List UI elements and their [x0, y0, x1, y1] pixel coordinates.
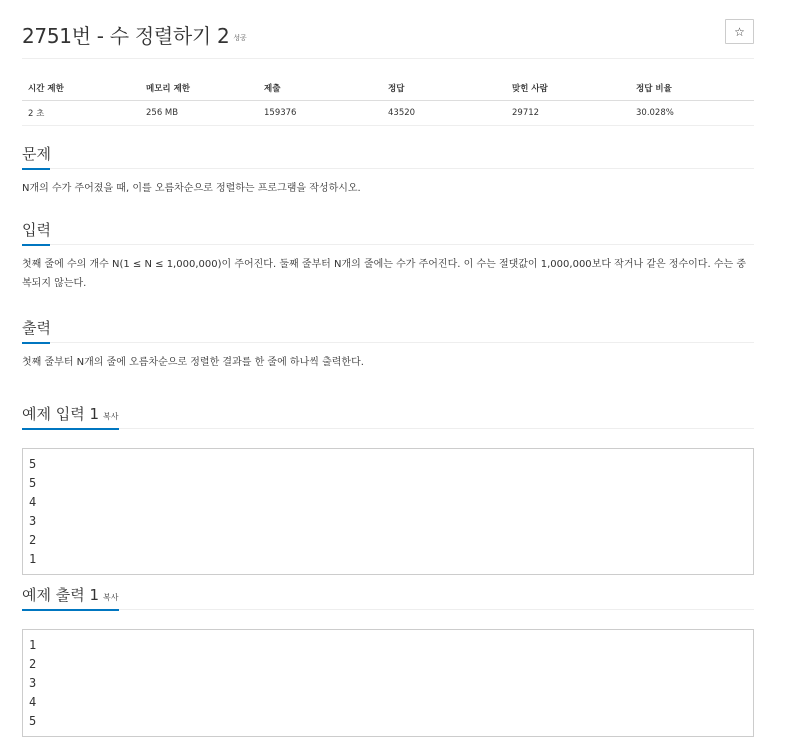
section-underline [22, 609, 119, 611]
section-header [22, 403, 754, 429]
section-title: 문제 [22, 145, 51, 163]
sample-line: 4 [29, 695, 37, 709]
header-submissions: 제출 [258, 76, 382, 100]
output-section [22, 317, 754, 372]
header-memory-limit: 메모리 제한 [140, 76, 258, 100]
sample-output-title: 예제 출력 1 [22, 586, 100, 604]
section-title: 입력 [22, 221, 51, 239]
header-accepted: 정답 [382, 76, 506, 100]
star-icon: ☆ [734, 24, 745, 39]
sample-line: 1 [29, 638, 37, 652]
sample-line: 5 [29, 476, 37, 490]
section-title [22, 403, 119, 424]
memory-limit-value: 256 MB [140, 100, 258, 125]
section-title [22, 584, 119, 605]
sample-line: 3 [29, 676, 37, 690]
section-underline [22, 428, 119, 430]
problem-info-table [22, 76, 754, 126]
sample-line: 2 [29, 657, 37, 671]
sample-line: 3 [29, 514, 37, 528]
sample-output-box[interactable] [22, 629, 754, 737]
sample-line: 5 [29, 457, 37, 471]
solved-users-value: 29712 [506, 100, 630, 125]
copy-button[interactable]: 복사 [103, 412, 119, 421]
page-title [22, 20, 246, 49]
section-header [22, 584, 754, 610]
accept-ratio-value: 30.028% [630, 100, 754, 125]
output-text: 첫째 줄부터 N개의 줄에 오름차순으로 정렬한 결과를 한 줄에 하나씩 출력한다. [22, 357, 364, 368]
copy-button[interactable]: 복사 [103, 593, 119, 602]
submissions-value: 159376 [258, 100, 382, 125]
problem-title: 2751번 - 수 정렬하기 2 [22, 24, 230, 48]
sample-line: 5 [29, 714, 37, 728]
sample-line: 1 [29, 552, 37, 566]
input-text: 첫째 줄에 수의 개수 N(1 ≤ N ≤ 1,000,000)이 주어진다. 둘째 줄부터 N개의 줄에는 수가 주어진다. 이 수는 절댓값이 1,000,000보다 작거나 같은 정수이다. 수는 중복되지 않는다. [22, 259, 746, 289]
header-accept-ratio: 정답 비율 [630, 76, 754, 100]
section-underline [22, 244, 50, 246]
section-underline [22, 342, 50, 344]
accepted-value: 43520 [382, 100, 506, 125]
description-section [22, 143, 754, 198]
sample-input-title: 예제 입력 1 [22, 405, 100, 423]
description-text: N개의 수가 주어졌을 때, 이를 오름차순으로 정렬하는 프로그램을 작성하시오. [22, 183, 361, 194]
divider [22, 58, 754, 59]
section-header [22, 219, 754, 245]
star-button[interactable] [725, 19, 754, 44]
status-badge: 성공 [233, 33, 247, 42]
section-underline [22, 168, 50, 170]
header-solved-users: 맞힌 사람 [506, 76, 630, 100]
section-header [22, 143, 754, 169]
input-section [22, 219, 754, 293]
sample-line: 4 [29, 495, 37, 509]
sample-input-section [22, 403, 754, 429]
section-header [22, 317, 754, 343]
sample-output-section [22, 584, 754, 610]
section-title: 출력 [22, 319, 51, 337]
header-time-limit: 시간 제한 [22, 76, 140, 100]
sample-line: 2 [29, 533, 37, 547]
table-row [22, 100, 754, 125]
table-header-row [22, 76, 754, 100]
problem-header [22, 18, 754, 48]
sample-input-box[interactable] [22, 448, 754, 575]
time-limit-value: 2 초 [22, 100, 140, 125]
